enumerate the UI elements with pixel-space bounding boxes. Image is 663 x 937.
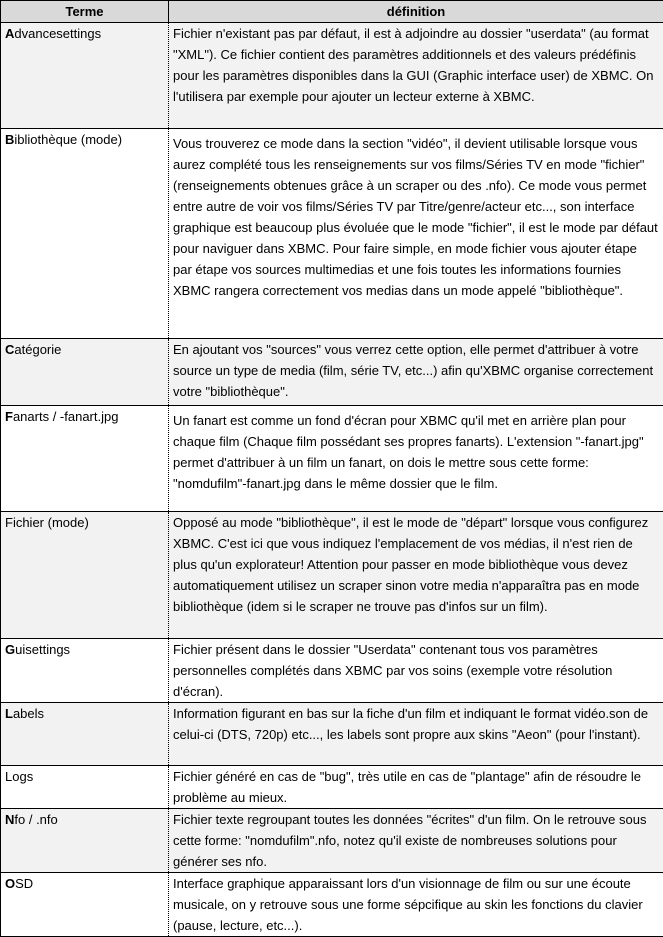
table-row [1,639,663,703]
header-row [1,1,663,23]
term-cell [1,23,169,129]
term-cell [1,703,169,766]
term-initial: L [5,706,13,721]
term-cell [1,129,169,339]
definition-cell: Fichier présent dans le dossier "Userdata" contenant tous vos paramètres personnelles complétés dans XBMC par vos soins (exemple votre résolution d'écran). [169,639,663,703]
term-rest: Logs [5,769,33,784]
header-term: Terme [1,1,169,23]
definition-cell: Opposé au mode "bibliothèque", il est le mode de "départ" lorsque vous configurez XBMC. C'est ici que vous indiquez l'emplacement de vos médias, il n'est rien de plus qu'un explorateur! Attention pour passer en mode bibliothèque vous devez automatiquement utilisez un scraper sinon votre media n'apparaîtra pas en mode bibliothèque (idem si le scraper ne trouve pas d'infos sur un film). [169,512,663,639]
term-initial: B [5,132,14,147]
term-rest: SD [15,876,33,891]
term-cell [1,339,169,406]
term-rest: fo / .nfo [14,812,57,827]
term-initial: C [5,342,14,357]
term-rest: abels [13,706,44,721]
table-row [1,339,663,406]
definition-text: Un fanart est comme un fond d'écran pour XBMC qu'il met en arrière plan pour chaque film (Chaque film possédant ses propres fanarts). L'extension "-fanart.jpg" permet d'attribuer à un film un fanart, on dois le mettre sous cette forme: "nomdufilm"-fanart.jpg dans le même dossier que le film. [173,413,644,491]
term-initial: F [5,409,13,424]
term-rest: ibliothèque (mode) [14,132,122,147]
definition-cell [169,129,663,339]
header-definition: définition [169,1,663,23]
definition-cell [169,406,663,512]
table-row [1,703,663,766]
table-row [1,809,663,873]
term-initial: G [5,642,15,657]
definition-cell: Interface graphique apparaissant lors d'un visionnage de film ou sur une écoute musicale, on y retrouve sous une forme sépcifique au skin les fonctions du clavier (pause, lecture, etc...). [169,873,663,937]
term-cell [1,873,169,937]
term-rest: dvancesettings [14,26,101,41]
term-rest: atégorie [14,342,61,357]
term-rest: Fichier (mode) [5,515,89,530]
term-initial: N [5,812,14,827]
definition-cell: Fichier généré en cas de "bug", très utile en cas de "plantage" afin de résoudre le problème au mieux. [169,766,663,809]
term-initial: A [5,26,14,41]
term-cell [1,406,169,512]
term-cell [1,809,169,873]
definition-cell: Fichier texte regroupant toutes les données "écrites" d'un film. On le retrouve sous cette forme: "nomdufilm".nfo, notez qu'il existe de nombreuses solutions pour générer ses nfo. [169,809,663,873]
term-rest: anarts / -fanart.jpg [13,409,119,424]
term-initial: O [5,876,15,891]
table-row [1,23,663,129]
definition-text: Vous trouverez ce mode dans la section "vidéo", il devient utilisable lorsque vous aurez complété tous les renseignements sur vos films/Séries TV en mode "fichier" (renseignements obtenues grâce à un scraper ou des .nfo). Ce mode vous permet entre autre de voir vos films/Séries TV par Titre/genre/acteur etc..., son interface graphique est beaucoup plus évoluée que le mode "fichier", il est le mode par défaut pour naviguer dans XBMC. Pour faire simple, en mode fichier vous ajouter étape par étape vos sources multimedias et une fois toutes les informations fournies XBMC rangera correctement vos medias dans un mode appelé "bibliothèque". [173,136,658,298]
definition-cell: Fichier n'existant pas par défaut, il est à adjoindre au dossier "userdata" (au format "XML"). Ce fichier contient des paramètres additionnels et des valeurs prédéfinis pour les paramètres disponibles dans la GUI (Graphic interface user) de XBMC. On l'utilisera par exemple pour ajouter un lecteur externe à XBMC. [169,23,663,129]
table-row [1,766,663,809]
table-row [1,512,663,639]
term-rest: uisettings [15,642,70,657]
definition-cell: Information figurant en bas sur la fiche d'un film et indiquant le format vidéo.son de celui-ci (DTS, 720p) etc..., les labels sont propre aux skins "Aeon" (pour l'instant). [169,703,663,766]
term-cell [1,766,169,809]
table-row [1,873,663,937]
table-row [1,129,663,339]
term-cell [1,639,169,703]
table-row [1,406,663,512]
definition-cell: En ajoutant vos "sources" vous verrez cette option, elle permet d'attribuer à votre source un type de media (film, série TV, etc...) afin qu'XBMC organise correctement votre "bibliothèque". [169,339,663,406]
term-cell [1,512,169,639]
